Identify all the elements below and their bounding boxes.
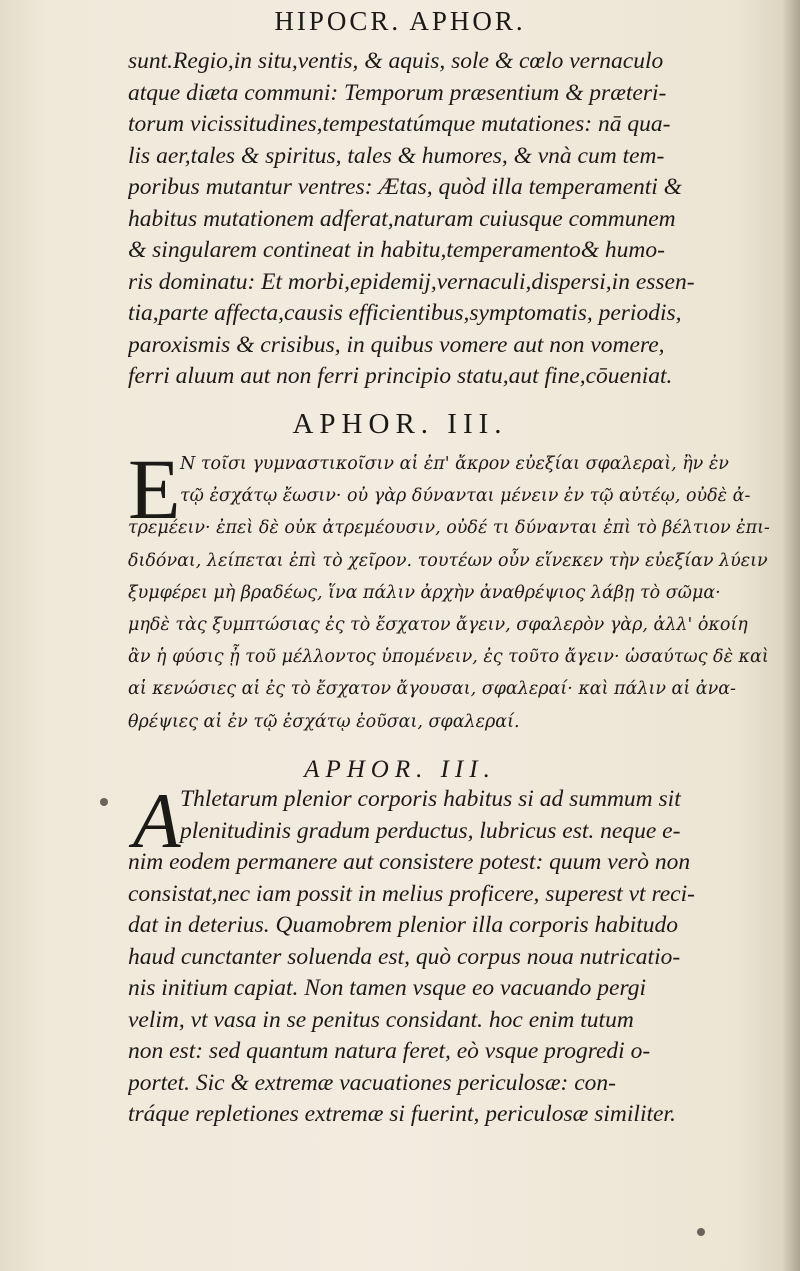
text-line: sunt.Regio,in situ,ventis, & aquis, sole & cœlo vernaculo [128,48,664,74]
text-line: ris dominatu: Et morbi,epidemij,vernaculi,dispersi,in essen- [128,268,695,295]
text-line: tráque repletiones extremæ si fuerint, periculosæ similiter. [128,1101,676,1127]
text-line: portet. Sic & extremæ vacuationes periculosæ: con- [128,1069,616,1096]
text-line: nis initium capiat. Non tamen vsque eo vacuando pergi [128,975,647,1001]
text-line: τρεμέειν· ἐπεὶ δὲ οὐκ ἀτρεμέουσιν, οὐδέ τι δύνανται ἐπὶ τὸ βέλτιον ἐπι- [128,518,770,539]
latin-aphorism-translation [128,777,783,1131]
greek-drop-cap: E [128,441,181,537]
text-line: non est: sed quantum natura feret, eò vsque progredi o- [128,1038,651,1064]
latin-commentary-continued [128,46,783,393]
greek-aphorism-text [128,441,788,738]
text-line: μηδὲ τὰς ξυμπτώσιας ἐς τὸ ἔσχατον ἄγειν, σφαλερὸν γὰρ, ἀλλ' ὁκοίη [128,614,748,635]
text-line: ferri aluum aut non ferri principio statu,aut fine,cōueniat. [128,363,673,389]
text-line: atque diæta communi: Temporum præsentium & præteri- [128,79,667,106]
text-line: διδόναι, λείπεται ἐπὶ τὸ χεῖρον. τουτέων οὖν εἵνεκεν τὴν εὐεξίαν λύειν [128,550,768,571]
text-line: N τοῖσι γυμναστικοῖσιν αἱ ἐπ' ἄκρον εὐεξίαι σφαλεραὶ, ἢν ἐν [180,454,729,474]
text-line: τῷ ἐσχάτῳ ἔωσιν· οὐ γὰρ δύνανται μένειν ἐν τῷ αὐτέῳ, οὐδὲ ἀ- [180,486,751,507]
text-line: consistat,nec iam possit in melius proficere, superest vt reci- [128,880,695,907]
text-line: plenitudinis gradum perductus, lubricus est. neque e- [180,817,681,844]
text-line: θρέψιες αἱ ἐν τῷ ἐσχάτῳ ἐοῦσαι, σφαλεραί. [128,711,520,732]
text-line: poribus mutantur ventres: Ætas, quòd illa temperamenti & [128,174,682,200]
text-line: lis aer,tales & spiritus, tales & humores, & vnà cum tem- [128,142,665,169]
text-line: αἱ κενώσιες αἱ ἐς τὸ ἔσχατον ἄγουσαι, σφαλεραί· καὶ πάλιν αἱ ἀνα- [128,679,736,700]
latin-drop-cap: A [133,777,181,864]
text-line: habitus mutationem adferat,naturam cuiusque communem [128,205,676,232]
text-line: ἂν ἡ φύσις ᾖ τοῦ μέλλοντος ὑπομένειν, ἐς τοῦτο ἄγειν· ὡσαύτως δὲ καὶ [128,647,769,668]
text-line: & singularem contineat in habitu,temperamento& humo- [128,237,665,263]
aphorism-heading-greek: APHOR. III. [292,408,508,440]
text-line: Thletarum plenior corporis habitus si ad summum sit [180,786,681,812]
ink-dot-mark [100,798,108,806]
text-line: torum vicissitudines,tempestatúmque mutationes: nā qua- [128,111,671,137]
text-line: haud cunctanter soluenda est, quò corpus noua nutricatio- [128,943,681,970]
text-line: ξυμφέρει μὴ βραδέως, ἵνα πάλιν ἀρχὴν ἀναθρέψιος λάβῃ τὸ σῶμα· [128,582,721,603]
text-line: tia,parte affecta,causis efficientibus,symptomatis, periodis, [128,300,682,326]
aphorism-heading-latin: APHOR. III. [304,756,496,783]
text-line: dat in deterius. Quamobrem plenior illa corporis habitudo [128,912,679,938]
text-line: velim, vt vasa in se penitus considant. hoc enim tutum [128,1006,634,1033]
text-line: nim eodem permanere aut consistere potest: quum verò non [128,849,691,875]
running-head: HIPOCR. APHOR. [274,6,526,36]
text-line: paroxismis & crisibus, in quibus vomere aut non vomere, [128,331,665,358]
ink-dot-mark [697,1228,705,1236]
